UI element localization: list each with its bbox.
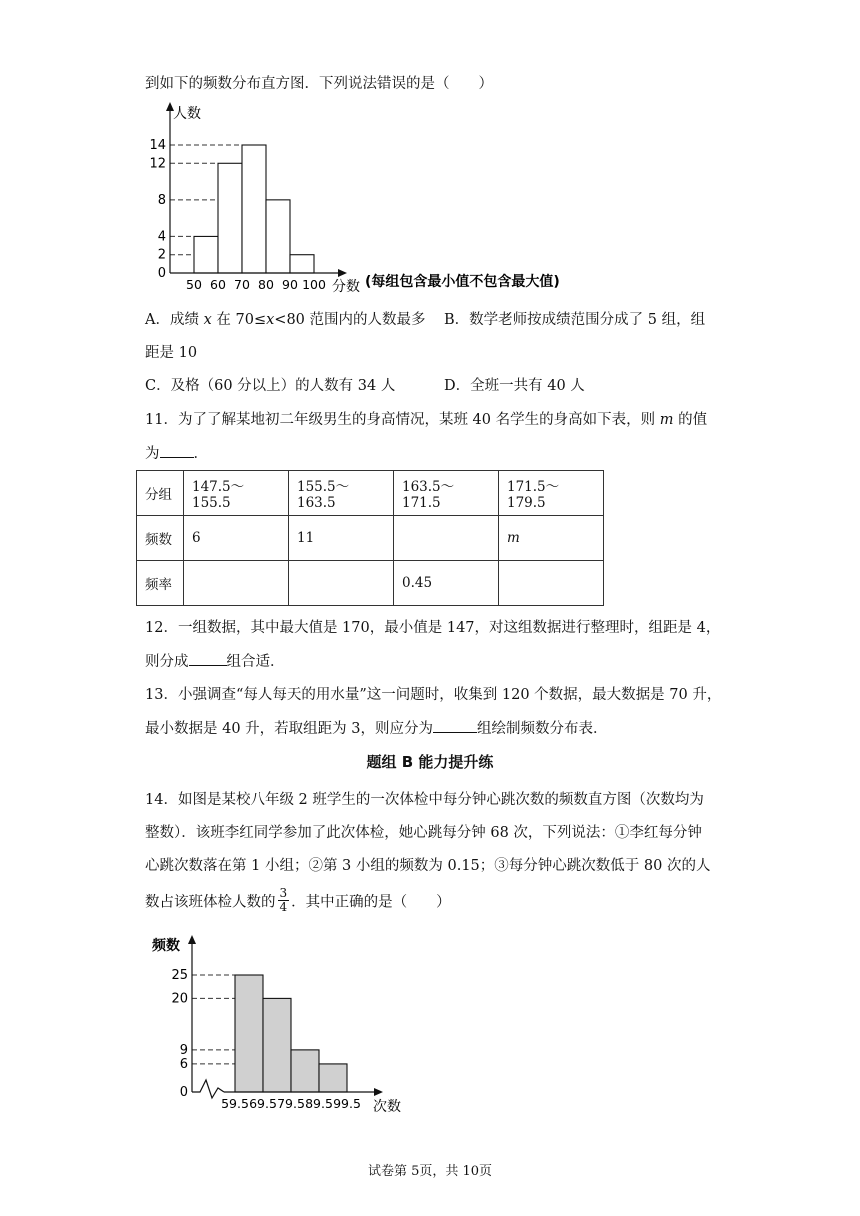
chart1-y-tick-label: 12 [149, 156, 166, 172]
table-cell [499, 561, 604, 606]
q13-line2: 最小数据是 40 升，若取组距为 3，则应分为 组绘制频数分布表． [145, 718, 608, 739]
q14-line4: 数占该班体检人数的 $\frac{3}{4}$ ．其中正确的是（ ） [145, 886, 451, 914]
chart2-bar-3 [291, 1050, 319, 1092]
option-b-line2: 距是 10 [145, 345, 198, 361]
chart1-bar-4 [266, 200, 290, 273]
chart2-x-tick-label: 59.5 [221, 1096, 249, 1111]
chart1-y-ticks [149, 138, 166, 281]
chart1-x-tick-label: 50 [186, 277, 202, 292]
chart1-bar-3 [242, 145, 266, 273]
table-cell [184, 561, 289, 606]
chart2-y-tick-label: 9 [179, 1042, 188, 1058]
section-heading: 题组 B 能力提升练 [366, 753, 494, 771]
row-header: 频数 [137, 516, 184, 561]
chart1-x-ticks [186, 277, 326, 292]
option-d: D．全班一共有 40 人 [444, 378, 585, 394]
chart2-bar-1 [235, 975, 263, 1092]
table-cell: 171.5～179.5 [499, 471, 604, 516]
chart2-y-tick-label: 25 [171, 968, 188, 983]
q14-line2: 整数）．该班李红同学参加了此次体检，她心跳每分钟 68 次，下列说法：①李红每分钟 [145, 825, 702, 841]
height-table [136, 470, 604, 606]
q11-line2: 为 ． [145, 443, 208, 464]
q14-line3: 心跳次数落在第 1 小组；②第 3 小组的频数为 0.15；③每分钟心跳次数低于 80 次的人 [145, 858, 711, 874]
chart2-y-arrow [188, 935, 196, 944]
table-cell: 155.5～163.5 [289, 471, 394, 516]
fraction: $\frac{3}{4}$ [279, 886, 288, 914]
chart2-x-arrow [374, 1088, 383, 1096]
chart1-y-tick-label: 8 [157, 192, 166, 208]
table-cell: 0.45 [394, 561, 499, 606]
answer-blank [189, 651, 227, 666]
chart2-y-ticks [171, 968, 188, 1100]
chart1-x-arrow [338, 269, 347, 277]
q10-intro: 到如下的频数分布直方图．下列说法错误的是（ ） [145, 76, 493, 92]
chart2-y-tick-label: 6 [179, 1056, 188, 1072]
page-footer: 试卷第 5页，共 10页 [367, 1164, 493, 1179]
option-c: C．及格（60 分以上）的人数有 34 人 [145, 378, 396, 394]
row-header: 频率 [137, 561, 184, 606]
option-b-line1: B．数学老师按成绩范围分成了 5 组，组 [444, 312, 706, 328]
chart1-y-tick-label: 4 [157, 229, 166, 245]
chart1-x-tick-label: 60 [210, 277, 226, 292]
table-row [137, 516, 604, 561]
chart2-y-tick-label: 0 [179, 1085, 188, 1100]
q12-line1: 12．一组数据，其中最大值是 170，最小值是 147，对这组数据进行整理时，组距是 4， [145, 620, 721, 636]
table-cell: 11 [289, 516, 394, 561]
q14-line1: 14．如图是某校八年级 2 班学生的一次体检中每分钟心跳次数的频数直方图（次数均为 [145, 792, 704, 808]
table-cell: 163.5～171.5 [394, 471, 499, 516]
chart2-xlabel: 次数 [373, 1099, 401, 1115]
q13-line1: 13．小强调查“每人每天的用水量”这一问题时，收集到 120 个数据，最大数据是 70 升， [145, 687, 722, 703]
chart1-x-tick-label: 90 [282, 277, 298, 292]
chart1-y-tick-label: 0 [157, 266, 166, 281]
row-header: 分组 [137, 471, 184, 516]
chart2-x-tick-label: 89.5 [305, 1096, 333, 1111]
chart2-axis-break [192, 1080, 224, 1098]
chart2-bar-2 [263, 998, 291, 1092]
chart2-bars [235, 975, 347, 1092]
chart1-x-tick-label: 80 [258, 277, 274, 292]
table-cell: 147.5～155.5 [184, 471, 289, 516]
q12-line2: 则分成 组合适． [145, 651, 285, 672]
chart2-y-tick-label: 20 [171, 991, 188, 1007]
chart1-y-tick-label: 2 [157, 247, 166, 263]
chart1-bar-5 [290, 255, 314, 273]
chart1-x-tick-label: 70 [234, 277, 250, 292]
table-cell [394, 516, 499, 561]
histogram-heartbeats [140, 930, 440, 1115]
table-cell: 6 [184, 516, 289, 561]
chart2-bar-4 [319, 1064, 347, 1092]
chart2-x-tick-label: 69.5 [249, 1096, 277, 1111]
chart1-x-tick-label: 100 [302, 277, 326, 292]
table-cell [289, 561, 394, 606]
chart2-x-tick-label: 79.5 [277, 1096, 305, 1111]
chart1-ylabel: 人数 [173, 106, 201, 122]
chart2-x-tick-label: 99.5 [333, 1096, 361, 1111]
chart1-xlabel: 分数 [332, 279, 360, 295]
q11-line1: 11．为了了解某地初二年级男生的身高情况，某班 40 名学生的身高如下表，则 m 的值 [145, 412, 708, 428]
answer-blank [160, 443, 194, 458]
table-row [137, 561, 604, 606]
answer-blank [433, 718, 477, 733]
chart1-y-tick-label: 14 [149, 138, 166, 153]
chart1-note: (每组包含最小值不包含最大值) [365, 274, 560, 290]
chart2-ylabel: 频数 [152, 938, 180, 954]
table-cell: m [499, 516, 604, 561]
chart2-x-ticks [221, 1096, 361, 1111]
table-row [137, 471, 604, 516]
option-a: A．成绩 x 在 70≤x<80 范围内的人数最多 [145, 312, 426, 328]
chart1-bar-1 [194, 236, 218, 273]
chart1-bars [194, 145, 314, 273]
histogram-scores [140, 98, 600, 298]
chart1-bar-2 [218, 163, 242, 273]
